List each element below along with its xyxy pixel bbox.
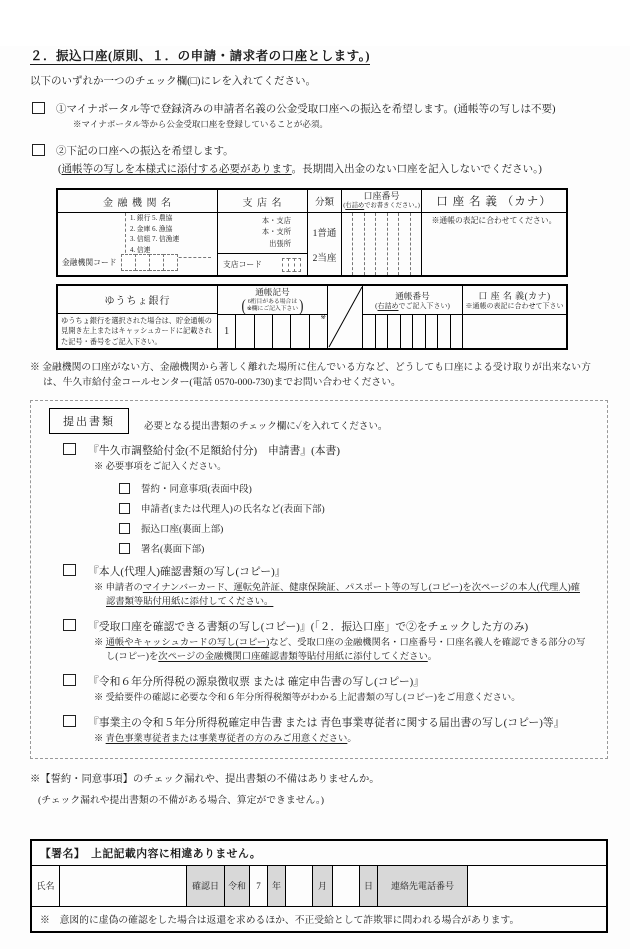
doc-account-proof-checkbox[interactable] xyxy=(63,619,76,631)
no-account-note: ※ 金融機関の口座がない方、金融機関から著しく離れた場所に住んでいる方など、どうしても口座による受け取りが出来ない方は、牛久市給付金コールセンター(電話 0570-000-730)までお問い合わせください。 xyxy=(30,362,591,389)
option1-label: ①マイナポータル等で登録済みの申請者名義の公金受取口座への振込を希望します。(通帳等の写しは不要) xyxy=(56,104,556,115)
doc-employer-return-note: ※ 青色事業専従者または事業専従者の方のみご用意ください。 xyxy=(94,733,357,744)
era-label: 令和 xyxy=(225,866,250,906)
check-instruction: 以下のいずれか一つのチェック欄(□)にレを入れてください。 xyxy=(30,76,317,87)
era-year-value: 7 xyxy=(250,866,268,906)
documents-box-label: 提出書類 xyxy=(49,408,129,434)
option1-note: ※マイナポータル等から公金受取口座を登録していることが必須。 xyxy=(73,119,328,129)
option1-row xyxy=(32,101,630,116)
section-title xyxy=(30,46,630,64)
phone-label: 連絡先電話番号 xyxy=(378,866,468,906)
sub-transfer-account-checkbox[interactable] xyxy=(119,523,130,534)
passbook-number-subnote: (右詰めでご記入下さい) xyxy=(375,301,450,310)
documents-section xyxy=(30,400,608,759)
institution-type-list: 1. 銀行 5. 農協 2. 金庫 6. 漁協 3. 信組 7. 信漁連 4. 信連 xyxy=(125,213,211,258)
option2-note xyxy=(58,161,630,176)
passbook-number-field[interactable] xyxy=(363,315,462,348)
yucho-holder-column xyxy=(463,286,566,348)
institution-name-field[interactable] xyxy=(58,213,218,275)
yucho-label-column xyxy=(58,286,218,348)
signature-fields-row xyxy=(32,866,606,907)
month-input-field[interactable] xyxy=(286,866,313,906)
doc-tax-slip-checkbox[interactable] xyxy=(63,674,76,686)
option2-checkbox[interactable] xyxy=(32,144,45,156)
account-holder-header: 口 座 名 義 （カナ） xyxy=(436,196,552,208)
institution-code-label: 金融機関コード xyxy=(62,258,117,267)
passbook-symbol-subnote: ( 6桁目がある場合は ※欄にご記入下さい ) xyxy=(241,295,304,316)
account-holder-field[interactable] xyxy=(422,213,566,275)
doc-item-tax-slip xyxy=(63,674,607,689)
name-label: 氏名 xyxy=(32,866,60,906)
branch-name-header: 支 店 名 xyxy=(218,190,308,212)
yucho-holder-subnote: ※通帳の表記に合わせて下さい xyxy=(465,302,564,311)
option1-checkbox[interactable] xyxy=(32,102,45,114)
doc-sub-transfer-account: 振込口座(裏面上部) xyxy=(119,521,607,535)
day-label: 日 xyxy=(360,866,378,906)
doc-employer-return-checkbox[interactable] xyxy=(63,715,76,727)
doc-tax-slip-note: ※ 受給要件の確認に必要な令和６年分所得税額等がわかる上記書類の写し(コピー)をご用意ください。 xyxy=(94,693,521,704)
section-title-text: ２．振込口座(原則、１．の申請・請求者の口座とします。) xyxy=(30,49,371,63)
doc-identity-checkbox[interactable] xyxy=(63,564,76,576)
bank-account-table xyxy=(56,188,568,277)
passbook-number-column xyxy=(363,286,463,348)
class-current[interactable]: 2当座 xyxy=(312,253,337,264)
yucho-instruction-note: ゆうちょ銀行を選択された場合は、貯金通帳の見開き左上またはキャッシュカードに記載された記号・番号をご記入下さい。 xyxy=(61,316,212,347)
phone-input-field[interactable] xyxy=(468,866,606,906)
doc-employer-return-label: 『事業主の令和５年分所得税確定申告書 または 青色事業専従者に関する届出書の写し(コピー)等』 xyxy=(88,716,565,729)
documents-instruction: 必要となる提出書類のチェック欄に✓を入れてください。 xyxy=(144,422,388,433)
branch-code-field xyxy=(218,254,307,275)
bank-table-header-row xyxy=(58,190,566,213)
confirm-date-label: 確認日 xyxy=(187,866,225,906)
institution-code-boxes[interactable] xyxy=(122,254,178,271)
yucho-holder-field[interactable] xyxy=(463,315,566,348)
pledge-check-warning: (チェック漏れや提出書類の不備がある場合、算定ができません。) xyxy=(38,794,325,806)
bank-table-body-row xyxy=(58,213,566,275)
doc-application-checkbox[interactable] xyxy=(63,443,76,455)
passbook-symbol-header: 通帳記号 ( 6桁目がある場合は ※欄にご記入下さい ) xyxy=(218,286,327,315)
documents-header xyxy=(49,408,607,434)
branch-name-field[interactable] xyxy=(218,213,308,275)
yucho-bank-label: ゆうちょ銀行 xyxy=(58,286,217,314)
symbol-prefix-digit: 1 xyxy=(224,326,230,337)
doc-sub-applicant-name: 申請者(または代理人)の氏名など(表面下部) xyxy=(119,501,607,515)
doc-account-proof-label: 『受取口座を確認できる書類の写し(コピー)』(「２．振込口座」で②をチェックした方のみ) xyxy=(88,621,529,634)
doc-identity-label: 『本人(代理人)確認書類の写し(コピー)』 xyxy=(88,566,286,579)
doc-sub-signature: 署名(裏面下部) xyxy=(119,541,607,555)
month-label: 月 xyxy=(313,866,333,906)
account-holder-subnote: ※通帳の表記に合わせてください。 xyxy=(431,216,557,225)
passbook-number-header: 通帳番号 (右詰めでご記入下さい) xyxy=(363,286,462,315)
account-number-header: 口座番号 (右詰めでお書きください。) xyxy=(342,190,422,212)
option2-note-open: ( xyxy=(58,164,62,175)
signature-section xyxy=(30,839,608,933)
sub-pledge-checkbox[interactable] xyxy=(119,483,130,494)
account-class-field[interactable] xyxy=(308,213,342,275)
doc-item-account-proof xyxy=(63,619,607,634)
pledge-check-reminder: ※【誓約・同意事項】のチェック漏れや、提出書類の不備はありませんか。 xyxy=(30,773,380,785)
branch-type-list: 本・支店 本・支所 出張所 xyxy=(218,213,307,254)
fraud-warning-note: ※ 意図的に虚偽の確認をした場合は返還を求めるほか、不正受給として詐欺罪に問われる場合があります。 xyxy=(40,914,520,926)
name-input-field[interactable] xyxy=(60,866,187,906)
diagonal-divider-cell xyxy=(328,286,363,348)
day-input-field[interactable] xyxy=(333,866,360,906)
doc-application-label: 『牛久市調整給付金(不足額給付分) 申請書』(本書) xyxy=(88,445,340,458)
doc-item-application xyxy=(63,443,607,458)
yucho-bank-table xyxy=(56,284,568,350)
doc-item-employer-return xyxy=(63,715,607,730)
transfer-account-form-page xyxy=(0,46,630,949)
signature-header: 【署名】 上記記載内容に相違ありません。 xyxy=(32,841,606,866)
symbol-extra-digit-mark: ※ xyxy=(320,314,326,321)
account-number-subnote: (右詰めでお書きください。) xyxy=(343,202,420,210)
option2-label: ②下記の口座への振込を希望します。 xyxy=(56,146,234,157)
branch-code-label: 支店コード xyxy=(223,260,262,269)
institution-code-field xyxy=(62,254,178,271)
doc-account-proof-note: ※ 通帳やキャッシュカードの写し(コピー)など、受取口座の金融機関名・口座番号・口座名義人を確認できる部分の写し(コピー)を次ページの金融機関口座確認書類等貼付用紙に添付してください。 xyxy=(94,638,586,663)
diagonal-line xyxy=(328,286,363,348)
sub-applicant-name-checkbox[interactable] xyxy=(119,503,130,514)
class-header: 分類 xyxy=(308,190,342,212)
doc-application-note: ※ 必要事項をご記入ください。 xyxy=(94,462,227,473)
doc-tax-slip-label: 『令和６年分所得税の源泉徴収票 または 確定申告書の写し(コピー)』 xyxy=(88,676,425,689)
passbook-symbol-column xyxy=(218,286,328,348)
option2-note-underlined: 通帳等の写しを本様式に添付する必要があります xyxy=(61,164,292,175)
institution-name-header: 金 融 機 関 名 xyxy=(58,190,218,212)
account-number-field[interactable] xyxy=(342,213,422,275)
passbook-symbol-field[interactable] xyxy=(218,315,327,348)
doc-identity-note: ※ 申請者のマイナンバーカード、運転免許証、健康保険証、パスポート等の写し(コピー)を次ページの本人(代理人)確認書類等貼付用紙に添付してください。 xyxy=(94,583,580,608)
year-label: 年 xyxy=(268,866,286,906)
doc-sub-pledge: 誓約・同意事項(表面中段) xyxy=(119,481,607,495)
option2-row xyxy=(32,143,630,158)
branch-code-boxes[interactable] xyxy=(283,258,301,272)
class-ordinary[interactable]: 1普通 xyxy=(312,228,337,239)
yucho-holder-header: 口 座 名 義(カナ) ※通帳の表記に合わせて下さい xyxy=(463,286,566,315)
sub-signature-checkbox[interactable] xyxy=(119,543,130,554)
option2-note-rest: 。長期間入出金のない口座を記入しないでください。) xyxy=(291,164,542,175)
doc-item-identity xyxy=(63,564,607,579)
